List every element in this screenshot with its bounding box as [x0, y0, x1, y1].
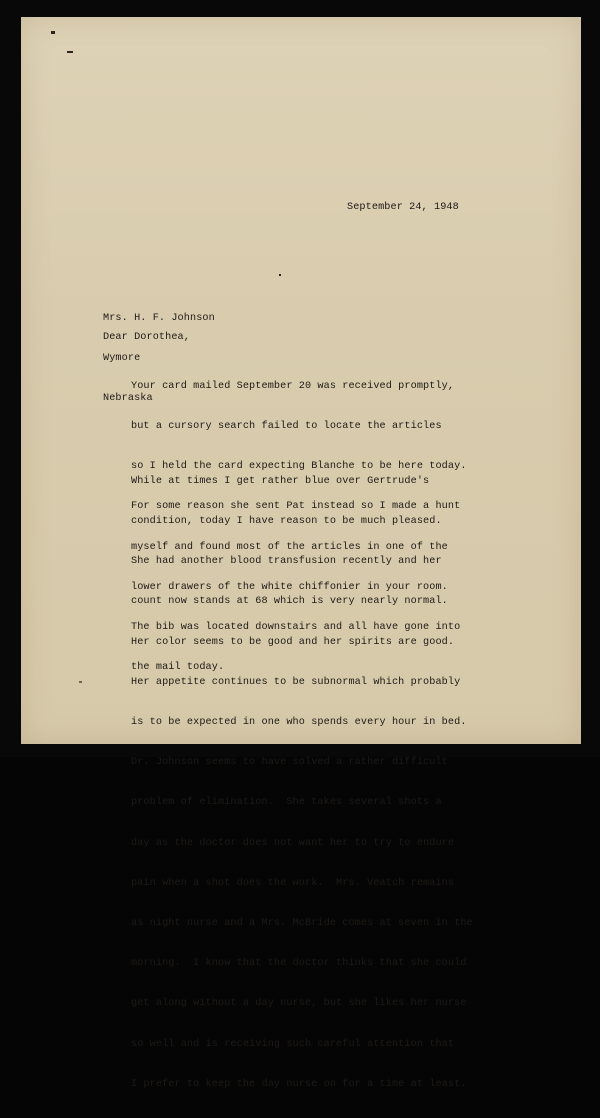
paragraph-line: Her color seems to be good and her spirits are good. [131, 636, 455, 648]
paragraph-line: as night nurse and a Mrs. McBride comes at seven in the [131, 918, 473, 930]
paragraph-line: lower drawers of the white chiffonier in your room. [131, 581, 448, 593]
paragraph-line: day as the doctor does not want her to try to endure [131, 837, 455, 849]
address-line: Nebraska [103, 393, 153, 405]
paragraph-line: pain when a shot does the work. Mrs. Veatch remains [131, 877, 455, 889]
paragraph-line: is to be expected in one who spends every hour in bed. [131, 717, 467, 729]
paragraph-line: morning. I know that the doctor thinks that she could [131, 958, 467, 970]
paragraph-line: Her appetite continues to be subnormal which probably [131, 676, 461, 688]
paragraph-line: so I held the card expecting Blanche to be here today. [131, 461, 467, 473]
paragraph-line: count now stands at 68 which is very nearly normal. [131, 596, 448, 608]
paragraph-line: Dr. Johnson seems to have solved a rather difficult [131, 757, 448, 769]
paragraph-line: problem of elimination. She takes several shots a [131, 797, 442, 809]
paragraph-line: so well and is receiving such careful attention that [131, 1038, 455, 1050]
body-paragraph-2 [131, 448, 473, 1118]
address-line: Wymore [103, 353, 141, 365]
paragraph-line: the mail today. [131, 662, 225, 674]
letter-date: September 24, 1948 [347, 202, 459, 213]
paragraph-line: For some reason she sent Pat instead so I made a hunt [131, 501, 461, 513]
paragraph-line: While at times I get rather blue over Gertrude's [131, 475, 430, 487]
salutation: Dear Dorothea, [103, 332, 190, 343]
paper-speck [279, 274, 281, 276]
paper-speck [51, 31, 55, 34]
paper-speck [67, 51, 73, 53]
paragraph-line: She had another blood transfusion recently and her [131, 556, 442, 568]
paragraph-line: I prefer to keep the day nurse on for a time at least. [131, 1078, 467, 1090]
paragraph-line: condition, today I have reason to be much pleased. [131, 516, 442, 528]
paragraph-line: Your card mailed September 20 was received promptly, [131, 380, 455, 392]
paragraph-line: but a cursory search failed to locate the articles [131, 421, 442, 433]
paragraph-line: myself and found most of the articles in one of the [131, 541, 448, 553]
paper-speck [79, 681, 82, 683]
paragraph-line: The bib was located downstairs and all have gone into [131, 622, 461, 634]
address-line: Mrs. H. F. Johnson [103, 312, 215, 324]
letter-page [21, 17, 581, 1090]
paragraph-line: get along without a day nurse, but she likes her nurse [131, 998, 467, 1010]
